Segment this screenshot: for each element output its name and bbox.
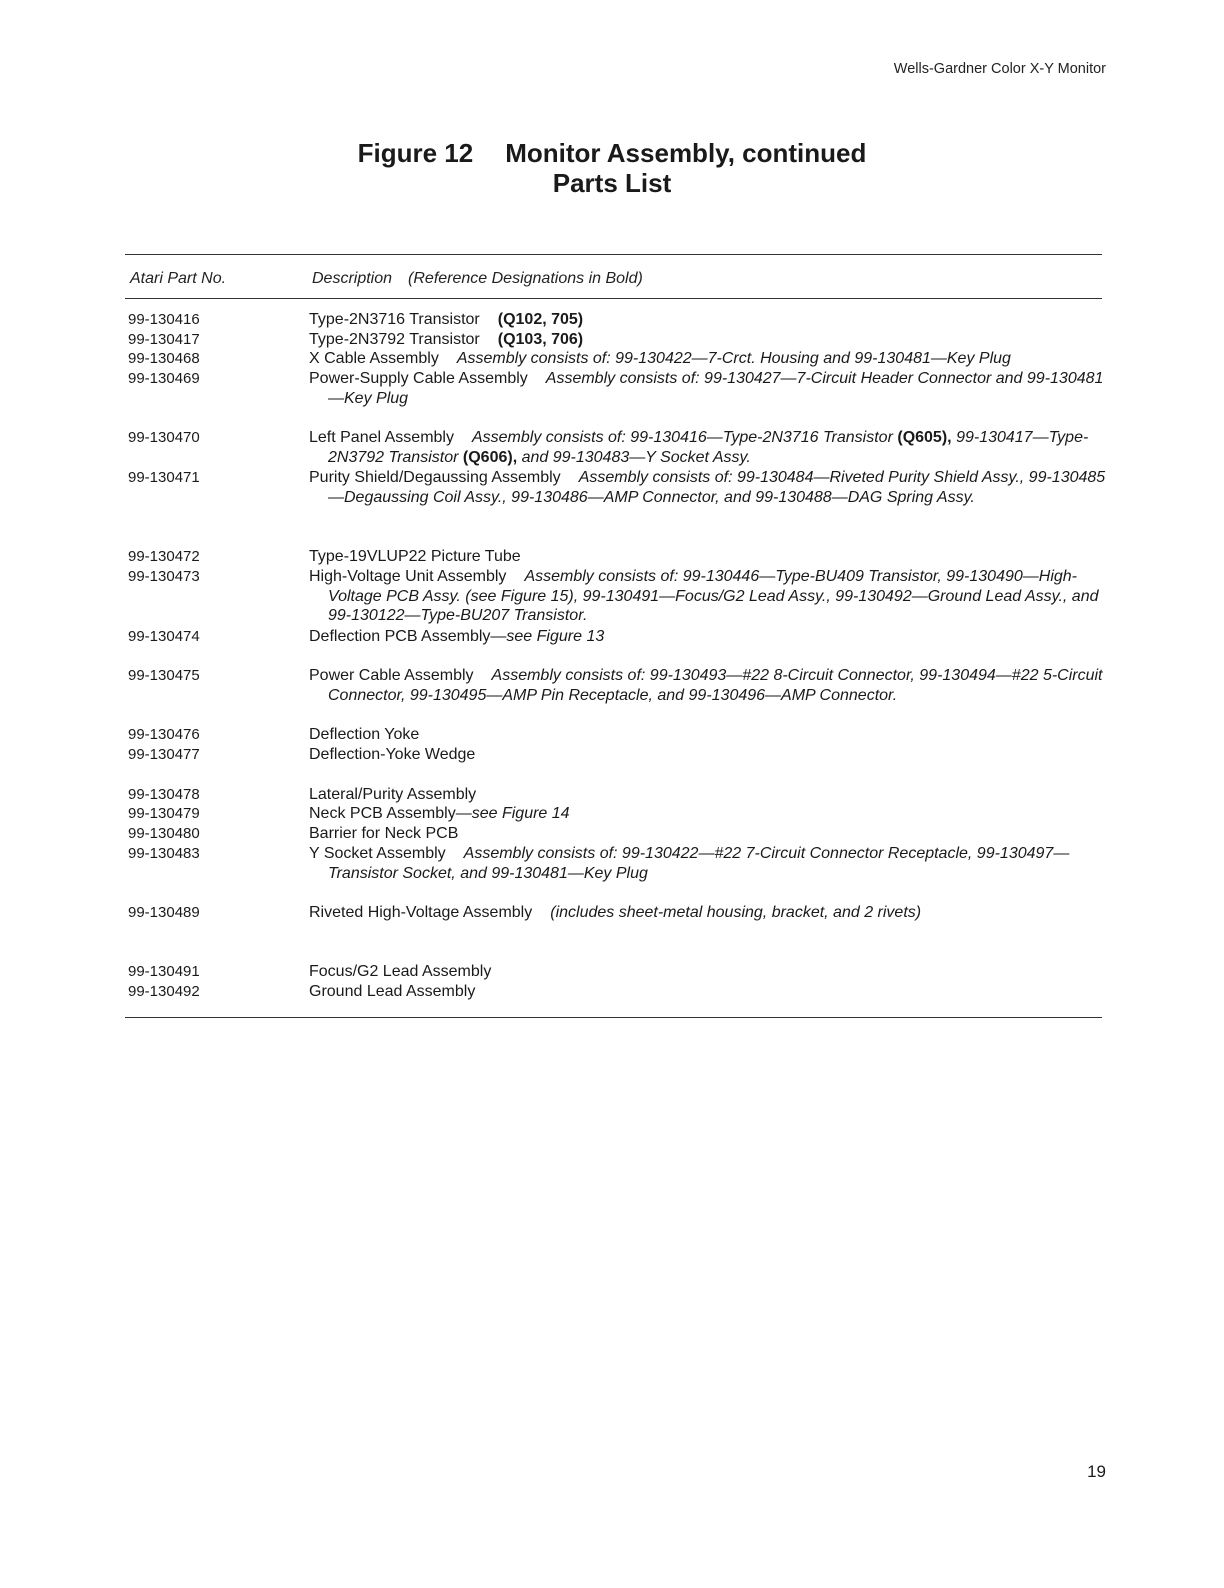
part-description: Power Cable Assembly Assembly consists of: 99-130493—#22 8-Circuit Connector, 99-130494—#22 5-Circuit Connector, 99-130495—AMP Pin Receptacle, and 99-130496—AMP Connector. bbox=[309, 667, 1103, 704]
part-number: 99-130492 bbox=[128, 983, 200, 1000]
running-head: Wells-Gardner Color X-Y Monitor bbox=[893, 61, 1106, 77]
table-header-rule bbox=[125, 298, 1102, 299]
reference-designators: (Q103, 706) bbox=[497, 331, 584, 348]
part-description: Type-19VLUP22 Picture Tube bbox=[309, 548, 521, 565]
part-number: 99-130472 bbox=[128, 548, 200, 565]
table-top-rule bbox=[125, 254, 1102, 255]
page-number: 19 bbox=[1087, 1462, 1106, 1481]
part-number: 99-130483 bbox=[128, 845, 200, 862]
reference-designators: (Q102, 705) bbox=[497, 311, 584, 328]
part-number: 99-130479 bbox=[128, 805, 200, 822]
part-number: 99-130468 bbox=[128, 350, 200, 367]
part-number: 99-130475 bbox=[128, 667, 200, 684]
figure-title-block bbox=[0, 138, 1224, 198]
part-number: 99-130474 bbox=[128, 628, 200, 645]
column-header-desc-label: Description bbox=[312, 270, 393, 287]
part-description: Purity Shield/Degaussing Assembly Assembly consists of: 99-130484—Riveted Purity Shield Assy., 99-130485—Degaussing Coil Assy., 99-130486—AMP Connector, and 99-130488—DAG Spring Assy. bbox=[309, 469, 1106, 506]
reference-designators: (Q606), bbox=[462, 448, 518, 466]
part-number: 99-130473 bbox=[128, 568, 200, 585]
table-bottom-rule bbox=[125, 1017, 1102, 1018]
part-description: Y Socket Assembly Assembly consists of: 99-130422—#22 7-Circuit Connector Receptacle, 99-130497—Transistor Socket, and 99-130481—Key Plug bbox=[309, 845, 1070, 882]
part-description: Deflection Yoke bbox=[309, 726, 420, 743]
part-description: X Cable Assembly Assembly consists of: 99-130422—7-Crct. Housing and 99-130481—Key Plug bbox=[309, 350, 1011, 367]
part-number: 99-130416 bbox=[128, 311, 200, 328]
part-description: Power-Supply Cable Assembly Assembly consists of: 99-130427—7-Circuit Header Connector and 99-130481—Key Plug bbox=[309, 370, 1104, 407]
part-number: 99-130469 bbox=[128, 370, 200, 387]
part-description: Riveted High-Voltage Assembly (includes sheet-metal housing, bracket, and 2 rivets) bbox=[309, 904, 922, 921]
part-number: 99-130480 bbox=[128, 825, 200, 842]
column-header-desc-ref: (Reference Designations in Bold) bbox=[408, 270, 643, 287]
part-description: Barrier for Neck PCB bbox=[309, 825, 459, 842]
part-number: 99-130489 bbox=[128, 904, 200, 921]
part-number: 99-130477 bbox=[128, 746, 200, 763]
column-header-part-no: Atari Part No. bbox=[130, 270, 227, 287]
part-number: 99-130417 bbox=[128, 331, 200, 348]
part-number: 99-130470 bbox=[128, 429, 200, 446]
part-description: Deflection PCB Assembly—see Figure 13 bbox=[309, 628, 605, 645]
part-description: Type-2N3716 Transistor (Q102, 705) bbox=[309, 311, 584, 328]
part-number: 99-130491 bbox=[128, 963, 200, 980]
figure-number: Figure 12 bbox=[357, 138, 474, 168]
part-number: 99-130471 bbox=[128, 469, 200, 486]
figure-subtitle: Parts List bbox=[552, 168, 672, 198]
reference-designators: (Q605), bbox=[897, 429, 952, 446]
part-number: 99-130478 bbox=[128, 786, 200, 803]
part-number: 99-130476 bbox=[128, 726, 200, 743]
part-description: Ground Lead Assembly bbox=[309, 983, 476, 1000]
part-description: Deflection-Yoke Wedge bbox=[309, 746, 476, 763]
part-description: High-Voltage Unit Assembly Assembly consists of: 99-130446—Type-BU409 Transistor, 99-130490—High-Voltage PCB Assy. (see Figure 15), 99-130491—Focus/G2 Lead Assy., 99-130492—Ground Lead Assy., and 99-130122—Type-BU207 Transistor. bbox=[309, 568, 1099, 624]
part-description: Left Panel Assembly Assembly consists of: 99-130416—Type-2N3716 Transistor (Q605), 99-130417—Type-2N3792 Transistor (Q606), and 99-130483—Y Socket Assy. bbox=[309, 429, 1089, 466]
part-description: Type-2N3792 Transistor (Q103, 706) bbox=[309, 331, 584, 348]
column-header-description bbox=[312, 270, 643, 288]
figure-title: Monitor Assembly, continued bbox=[505, 138, 867, 168]
part-description: Lateral/Purity Assembly bbox=[309, 786, 477, 803]
part-description: Focus/G2 Lead Assembly bbox=[309, 963, 492, 980]
part-description: Neck PCB Assembly—see Figure 14 bbox=[309, 805, 570, 822]
